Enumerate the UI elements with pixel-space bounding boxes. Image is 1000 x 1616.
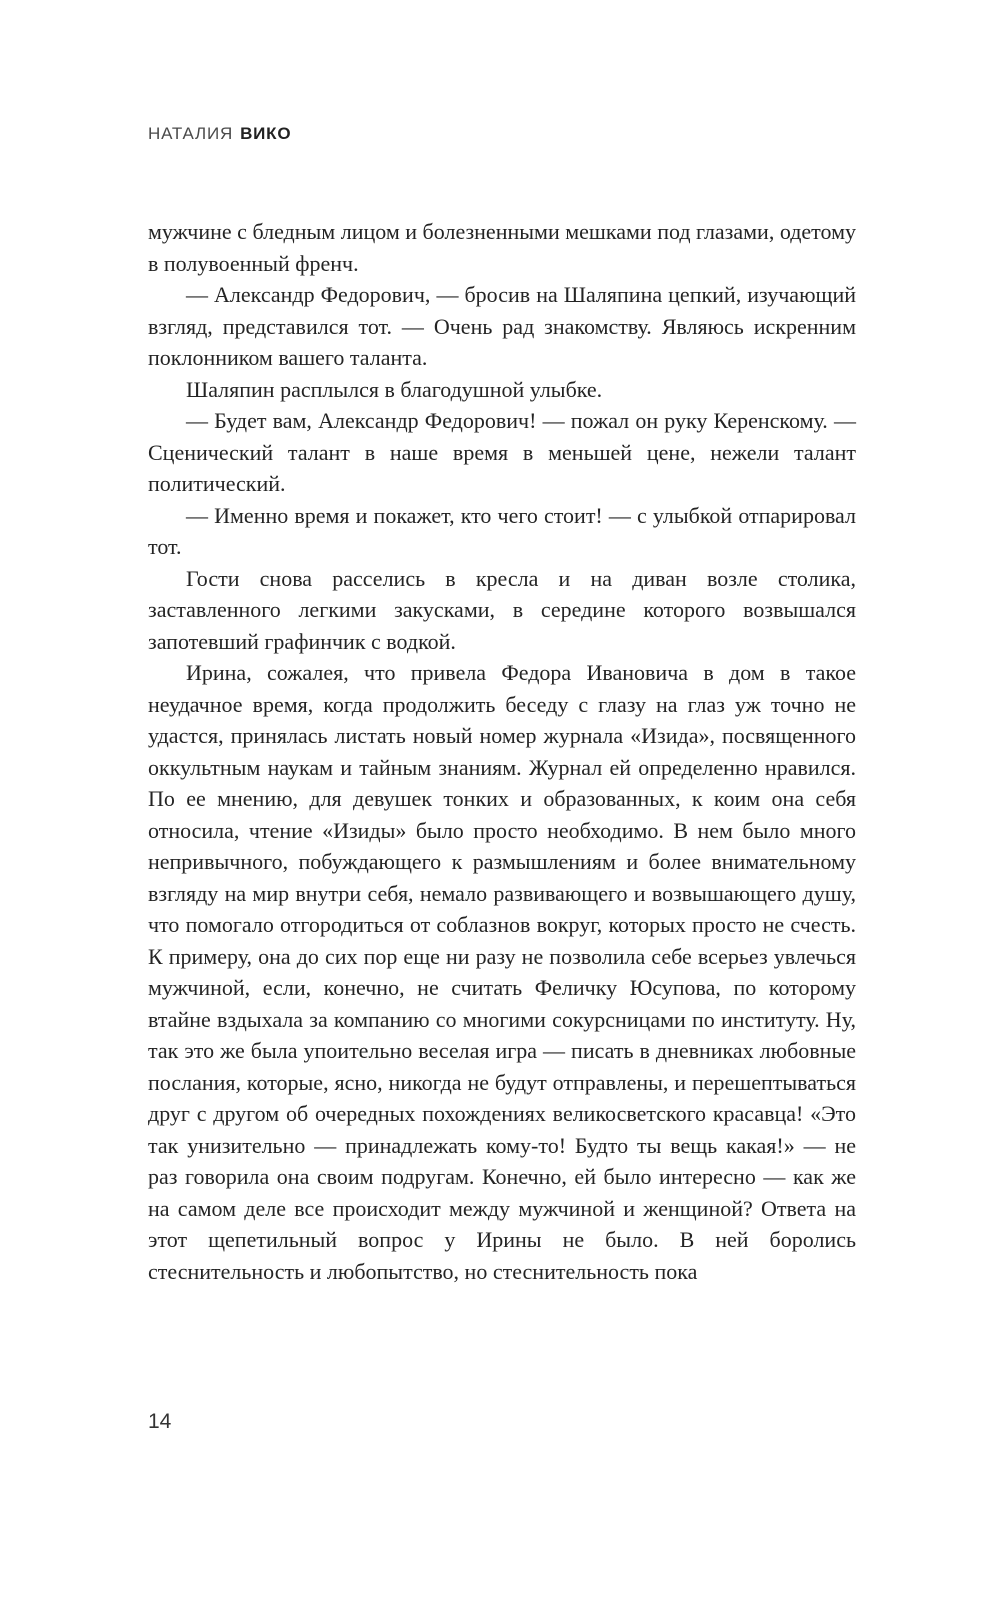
paragraph-dialogue: — Будет вам, Александр Федорович! — пожал он руку Керенскому. — Сценический талант в наше время в меньшей цене, нежели талант политический.	[148, 408, 856, 496]
paragraph-dialogue: — Именно время и покажет, кто чего стоит! — с улыбкой отпарировал тот.	[148, 502, 856, 559]
paragraph-continuation: мужчине с бледным лицом и болезненными мешками под глазами, одетому в полувоенный френч.	[148, 219, 856, 276]
author-first-name: НАТАЛИЯ	[148, 124, 234, 143]
paragraph-narration: Шаляпин расплылся в благодушной улыбке.	[186, 376, 603, 402]
body-text	[148, 216, 856, 1287]
paragraph-narration: Ирина, сожалея, что привела Федора Ивановича в дом в такое неудачное время, когда продолжить беседу с глазу на глаз уж точно не удастся, принялась листать новый номер журнала «Изида», посвященного оккультным наукам и тайным знаниям. Журнал ей определенно нравился. По ее мнению, для девушек тонких и образованных, к коим она себя относила, чтение «Изиды» было просто необходимо. В нем было много непривычного, побуждающего к размышлениям и более внимательному взгляду на мир внутри себя, немало развивающего и возвышающего душу, что помогало отгородиться от соблазнов вокруг, которых просто не счесть. К примеру, она до сих пор еще ни разу не позволила себе всерьез увлечься мужчиной, если, конечно, не считать Феличку Юсупова, по которому втайне вздыхала за компанию со многими сокурсницами по институту. Ну, так это же была упоительно веселая игра — писать в дневниках любовные послания, которые, ясно, никогда не будут отправлены, и перешептываться друг с другом об очередных похождениях великосветского красавца! «Это так унизительно — принадлежать кому-то! Будто ты вещь какая!» — не раз говорила она своим подругам. Конечно, ей было интересно — как же на самом деле все происходит между мужчиной и женщиной? Ответа на этот щепетильный вопрос у Ирины не было. В ней боролись стеснительность и любопытство, но стеснительность пока	[148, 660, 856, 1284]
paragraph-dialogue: — Александр Федорович, — бросив на Шаляпина цепкий, изучающий взгляд, представился тот. — Очень рад знакомству. Являюсь искренним поклонником вашего таланта.	[148, 282, 856, 370]
page-number: 14	[148, 1410, 172, 1433]
running-header	[148, 124, 291, 144]
author-last-name: ВИКО	[240, 124, 292, 143]
paragraph-narration: Гости снова расселись в кресла и на диван возле столика, заставленного легкими закусками, в середине которого возвышался запотевший графинчик с водкой.	[148, 565, 856, 654]
